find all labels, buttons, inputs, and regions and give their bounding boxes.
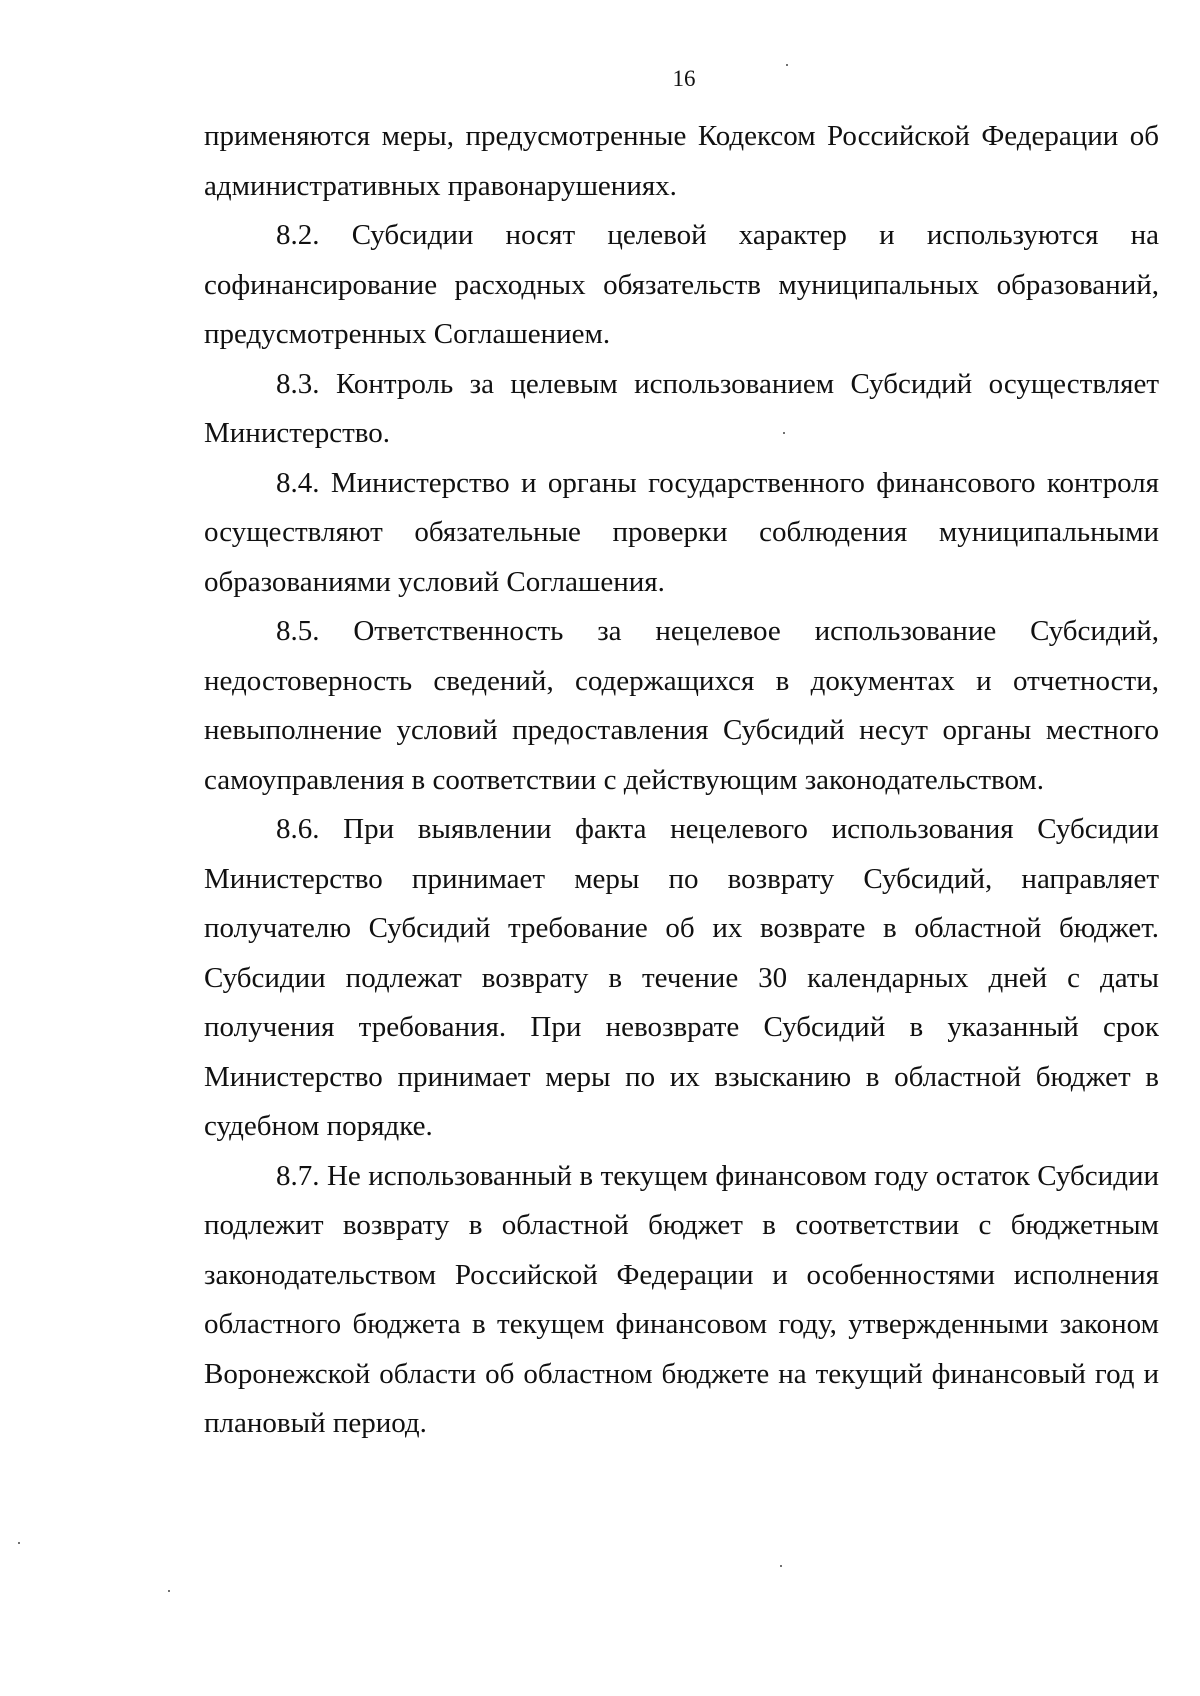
scan-speck [786, 64, 788, 66]
scan-speck [168, 1590, 170, 1592]
paragraph-8-5: 8.5. Ответственность за нецелевое использование Субсидий, недостоверность сведений, содержащихся в документах и отчетности, невыполнение условий предоставления Субсидий несут органы местного самоуправления в соответствии с действующим законодательством. [204, 615, 1159, 796]
paragraph-8-3: 8.3. Контроль за целевым использованием Субсидий осуществляет Министерство. [204, 367, 1159, 449]
scan-speck [780, 1565, 782, 1567]
document-body [204, 112, 1159, 1449]
scan-speck [783, 432, 785, 434]
scan-speck [18, 1542, 20, 1544]
paragraph-8-2: 8.2. Субсидии носят целевой характер и используются на софинансирование расходных обязательств муниципальных образований, предусмотренных Соглашением. [204, 219, 1159, 350]
page-number: 16 [672, 66, 696, 91]
paragraph-8-4: 8.4. Министерство и органы государственного финансового контроля осуществляют обязательные проверки соблюдения муниципальными образованиями условий Соглашения. [204, 466, 1159, 598]
paragraph-continued: применяются меры, предусмотренные Кодексом Российской Федерации об административных правонарушениях. [204, 120, 1159, 202]
paragraph-8-7: 8.7. Не использованный в текущем финансовом году остаток Субсидии подлежит возврату в областной бюджет в соответствии с бюджетным законодательством Российской Федерации и особенностями исполнения областного бюджета в текущем финансовом году, утвержденными законом Воронежской области об областном бюджете на текущий финансовый год и плановый период. [204, 1159, 1159, 1439]
paragraph-8-6: 8.6. При выявлении факта нецелевого использования Субсидии Министерство принимает меры по возврату Субсидий, направляет получателю Субсидий требование об их возврате в областной бюджет. Субсидии подлежат возврату в течение 30 календарных дней с даты получения требования. При невозврате Субсидий в указанный срок Министерство принимает меры по их взысканию в областной бюджет в судебном порядке. [204, 813, 1159, 1142]
